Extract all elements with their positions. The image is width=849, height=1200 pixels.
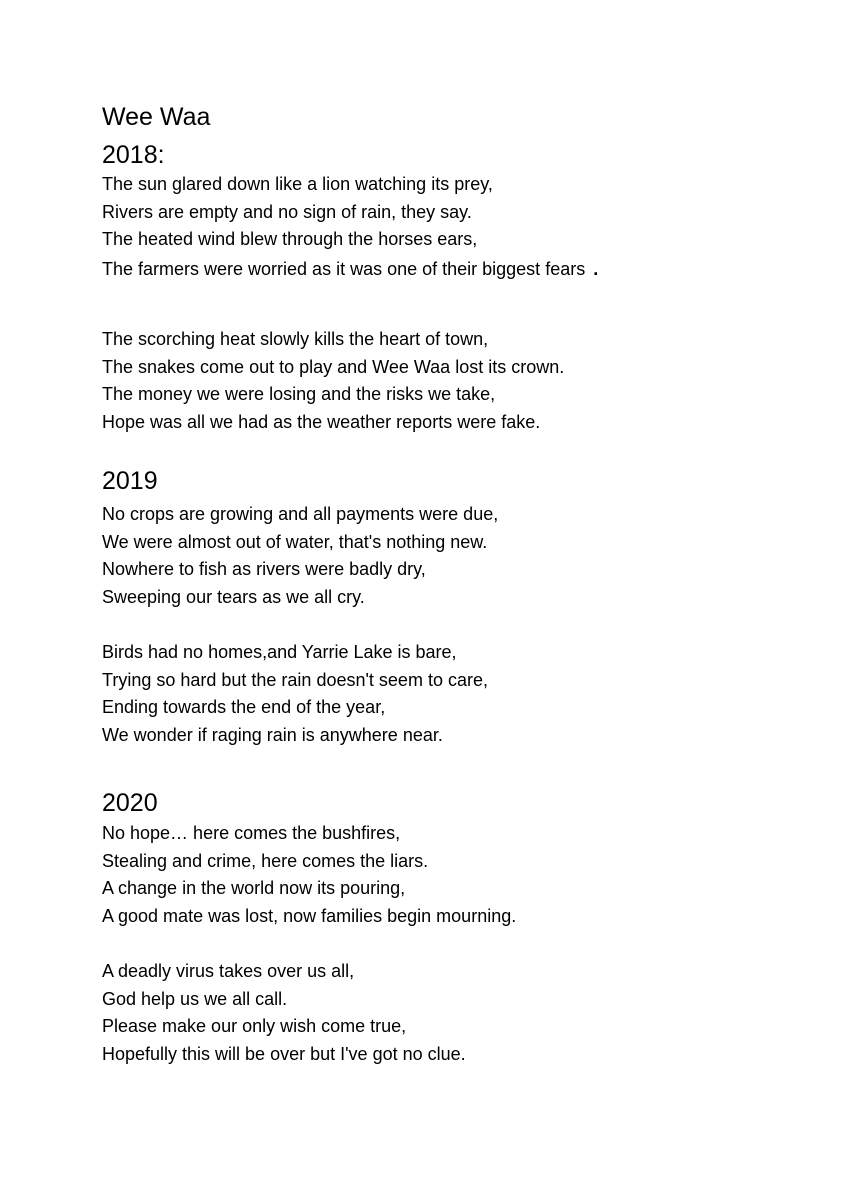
verse-line-text: The farmers were worried as it was one of their biggest fears (102, 258, 586, 279)
verse-line: Trying so hard but the rain doesn't seem to care, (102, 669, 488, 690)
year-heading-2020: 2020 (102, 789, 158, 817)
stanza-2019-2 (102, 639, 488, 749)
verse-line: A good mate was lost, now families begin mourning. (102, 905, 517, 926)
verse-line: Please make our only wish come true, (102, 1016, 407, 1036)
verse-line: Rivers are empty and no sign of rain, they say. (102, 201, 472, 222)
poem-title: Wee Waa (102, 103, 211, 131)
year-heading-2018: 2018: (102, 141, 165, 169)
verse-line: Hope was all we had as the weather reports were fake. (102, 411, 541, 432)
verse-line: The heated wind blew through the horses ears, (102, 229, 478, 249)
verse-line: God help us we all call. (102, 988, 288, 1009)
stanza-2020-1 (102, 820, 516, 930)
verse-line: Ending towards the end of the year, (102, 697, 386, 717)
verse-line: The snakes come out to play and Wee Waa lost its crown. (102, 356, 565, 377)
verse-line: We were almost out of water, that's nothing new. (102, 531, 488, 552)
stanza-2018-2 (102, 326, 564, 436)
verse-line: Hopefully this will be over but I've got no clue. (102, 1043, 466, 1064)
verse-line: The scorching heat slowly kills the heart of town, (102, 329, 489, 349)
verse-line: Birds had no homes,and Yarrie Lake is bare, (102, 642, 457, 662)
verse-line: A change in the world now its pouring, (102, 878, 406, 898)
verse-line: Sweeping our tears as we all cry. (102, 586, 365, 607)
verse-line: No crops are growing and all payments were due, (102, 504, 499, 524)
trailing-period: . (593, 258, 599, 279)
verse-line: Nowhere to fish as rivers were badly dry, (102, 559, 426, 579)
stanza-2019-1 (102, 501, 498, 611)
verse-line: A deadly virus takes over us all, (102, 961, 355, 981)
verse-line: Stealing and crime, here comes the liars. (102, 850, 429, 871)
verse-line: The sun glared down like a lion watching its prey, (102, 174, 493, 194)
verse-line: We wonder if raging rain is anywhere near. (102, 724, 443, 745)
verse-line-with-mark (102, 256, 598, 284)
stanza-2020-2 (102, 958, 466, 1068)
year-heading-2019: 2019 (102, 467, 158, 495)
verse-line: No hope… here comes the bushfires, (102, 823, 401, 843)
verse-line: The money we were losing and the risks we take, (102, 384, 496, 404)
stanza-2018-1 (102, 171, 598, 283)
